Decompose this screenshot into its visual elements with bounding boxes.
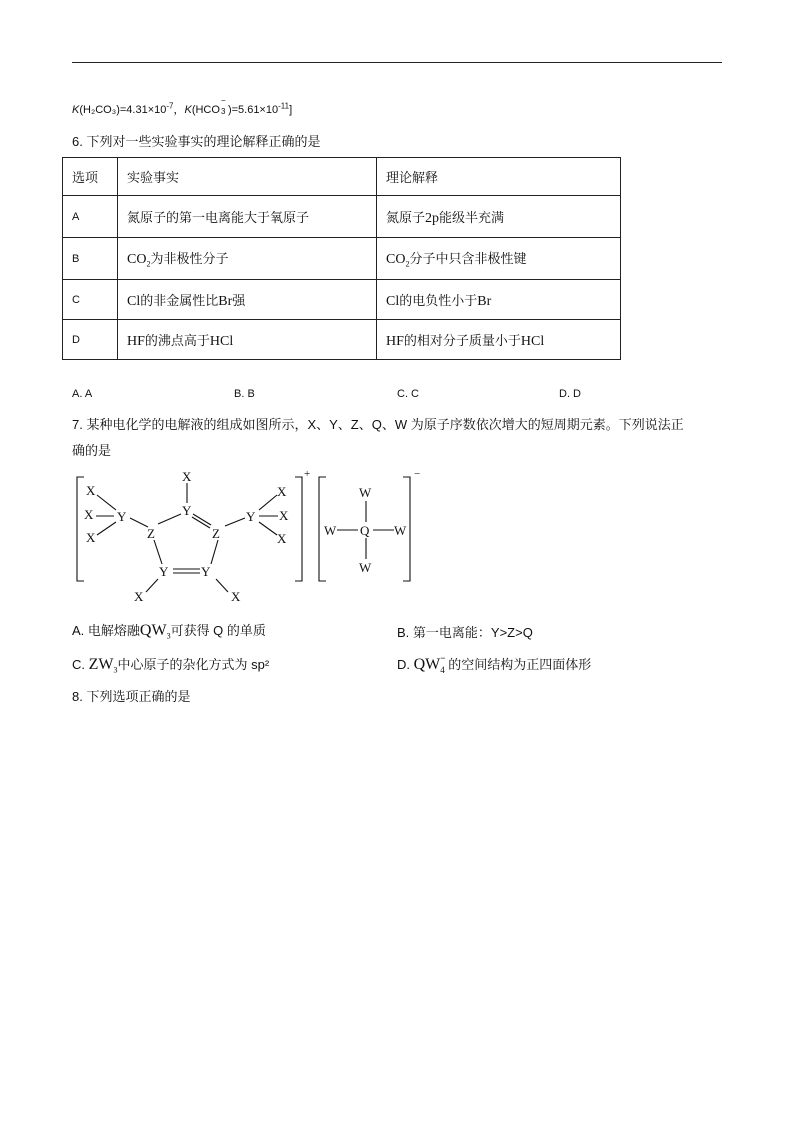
- row-fact: HF的沸点高于HCl: [118, 320, 377, 360]
- k1-species: (H₂CO₃)=4.31×10: [79, 104, 167, 116]
- table-row: [63, 280, 621, 320]
- atom-x: X: [277, 531, 287, 546]
- row-option: B: [63, 238, 118, 280]
- k2-species: (HCO: [191, 104, 220, 116]
- row-fact: $CO_2$为非极性分子: [118, 238, 377, 280]
- q7-option-d[interactable]: D. QW − 4 的空间结构为正四面体形: [397, 653, 592, 675]
- q8-stem: 8. 下列选项正确的是: [72, 689, 191, 704]
- row-option: D: [63, 320, 118, 360]
- header-rule: [72, 62, 722, 63]
- q7-option-a[interactable]: A. 电解熔融$QW_3$可获得 Q 的单质: [72, 622, 266, 641]
- atom-w: W: [394, 523, 407, 538]
- k2-label: K: [184, 104, 192, 116]
- q7-option-b[interactable]: B. 第一电离能：Y>Z>Q: [397, 625, 533, 640]
- atom-y: Y: [246, 509, 256, 524]
- atom-q: Q: [360, 523, 370, 538]
- header-explain: 理论解释: [377, 158, 621, 196]
- k2-exponent: -11: [278, 101, 290, 111]
- k1-exponent: -7: [166, 101, 174, 111]
- q7-stem-line2: 确的是: [72, 443, 112, 458]
- atom-x: X: [84, 507, 94, 522]
- atom-x: X: [277, 484, 287, 499]
- atom-z: Z: [212, 526, 220, 541]
- row-option: A: [63, 196, 118, 238]
- closing-bracket: ]: [289, 104, 293, 116]
- atom-x: X: [231, 589, 241, 604]
- atom-x: X: [182, 469, 192, 484]
- choice-d[interactable]: D. D: [559, 388, 581, 400]
- q6-stem: 6. 下列对一些实验事实的理论解释正确的是: [72, 134, 321, 149]
- atom-x: X: [279, 508, 289, 523]
- q6-choices: [72, 388, 722, 404]
- q7-option-c[interactable]: C. $ZW_3$中心原子的杂化方式为 sp²: [72, 656, 270, 675]
- atom-x: X: [86, 530, 96, 545]
- table-row: [63, 320, 621, 360]
- k2-charge: −: [220, 96, 226, 105]
- header-option: 选项: [63, 158, 118, 196]
- choice-a[interactable]: A. A: [72, 388, 93, 400]
- atom-y: Y: [117, 509, 127, 524]
- row-fact: 氮原子的第一电离能大于氧原子: [118, 196, 377, 238]
- row-explain: 氮原子2p能级半充满: [377, 196, 621, 238]
- atom-x: X: [86, 483, 96, 498]
- table-row: [63, 238, 621, 280]
- k1-label: K: [72, 104, 80, 116]
- row-fact: Cl的非金属性比Br强: [118, 280, 377, 320]
- atom-z: Z: [147, 526, 155, 541]
- atom-y: Y: [201, 564, 211, 579]
- electrolyte-structure-diagram: [70, 465, 430, 610]
- k2-subscript: 3: [220, 107, 226, 116]
- row-explain: HF的相对分子质量小于HCl: [377, 320, 621, 360]
- separator: ，: [173, 104, 185, 116]
- anion-charge: −: [414, 468, 421, 480]
- header-fact: 实验事实: [118, 158, 377, 196]
- atom-w: W: [359, 485, 372, 500]
- row-explain: $CO_2$分子中只含非极性键: [377, 238, 621, 280]
- atom-y: Y: [182, 503, 192, 518]
- cation-charge: +: [304, 468, 311, 480]
- constants-line: [72, 96, 293, 117]
- row-option: C: [63, 280, 118, 320]
- table-header-row: [63, 158, 621, 196]
- q6-table: [62, 157, 621, 360]
- row-explain: Cl的电负性小于Br: [377, 280, 621, 320]
- atom-w: W: [324, 523, 337, 538]
- choice-b[interactable]: B. B: [234, 388, 255, 400]
- atom-w: W: [359, 560, 372, 575]
- k2-rest: )=5.61×10: [227, 104, 279, 116]
- atom-x: X: [134, 589, 144, 604]
- choice-c[interactable]: C. C: [397, 388, 419, 400]
- table-row: [63, 196, 621, 238]
- q7-stem-line1: 7. 某种电化学的电解液的组成如图所示，X、Y、Z、Q、W 为原子序数依次增大的短周期元素。下列说法正: [72, 417, 684, 432]
- atom-y: Y: [159, 564, 169, 579]
